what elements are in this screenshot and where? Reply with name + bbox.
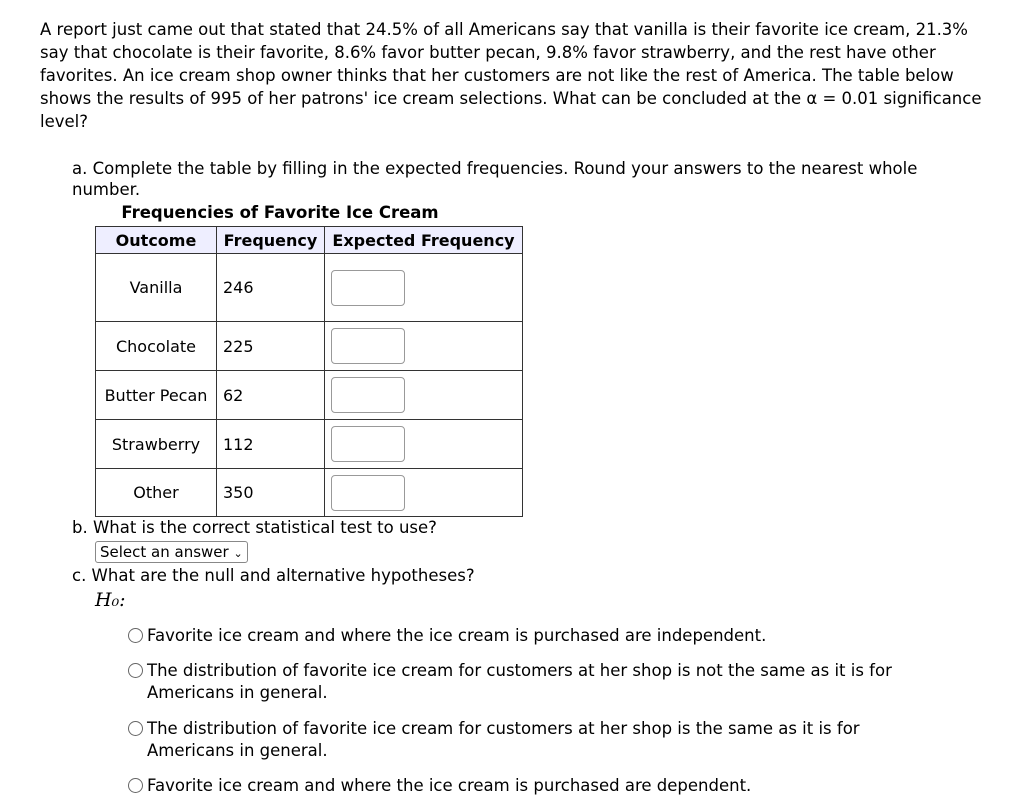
h0-label: H₀: (95, 589, 126, 611)
expected-input-butter-pecan[interactable] (331, 377, 405, 413)
chevron-down-icon: ⌄ (233, 547, 243, 560)
expected-input-vanilla[interactable] (331, 270, 405, 306)
table-row (96, 371, 523, 420)
radio-button[interactable] (128, 778, 143, 793)
frequency-cell: 112 (217, 420, 325, 469)
table-row (96, 469, 523, 517)
option-text: Favorite ice cream and where the ice cream is purchased are dependent. (147, 776, 752, 795)
expected-input-strawberry[interactable] (331, 426, 405, 462)
h0-option-4[interactable] (128, 775, 948, 797)
table-row (96, 420, 523, 469)
table-row (96, 322, 523, 371)
outcome-cell: Other (96, 469, 217, 517)
outcome-cell: Chocolate (96, 322, 217, 371)
outcome-cell: Butter Pecan (96, 371, 217, 420)
h0-option-2[interactable] (128, 660, 948, 704)
option-text: The distribution of favorite ice cream for customers at her shop is not the same as it is for (147, 661, 892, 680)
h0-option-3[interactable] (128, 718, 948, 762)
frequency-table (95, 226, 523, 517)
h0-option-1[interactable] (128, 625, 948, 647)
option-text-cont: Americans in general. (147, 741, 328, 760)
option-text: Favorite ice cream and where the ice cream is purchased are independent. (147, 626, 767, 645)
problem-statement: A report just came out that stated that 24.5% of all Americans say that vanilla is their favorite ice cream, 21.3% say that chocolate is their favorite, 8.6% favor butter pecan, 9.8% favor strawberry, and the rest have other favorites. An ice cream shop owner thinks that her customers are not like the rest of America. The table below shows the results of 995 of her patrons' ice cream selections. What can be concluded at the α = 0.01 significance level? (40, 20, 982, 131)
table-caption: Frequencies of Favorite Ice Cream (121, 203, 439, 222)
option-text: The distribution of favorite ice cream for customers at her shop is the same as it is for (147, 719, 860, 738)
frequency-cell: 246 (217, 254, 325, 322)
radio-button[interactable] (128, 628, 143, 643)
option-text-cont: Americans in general. (147, 683, 328, 702)
test-select[interactable] (95, 541, 248, 563)
outcome-cell: Strawberry (96, 420, 217, 469)
table-row (96, 254, 523, 322)
part-b-question: b. What is the correct statistical test to use? (72, 518, 437, 537)
header-expected: Expected Frequency (325, 227, 523, 254)
expected-input-chocolate[interactable] (331, 328, 405, 364)
select-label: Select an answer (100, 543, 229, 561)
outcome-cell: Vanilla (96, 254, 217, 322)
frequency-cell: 350 (217, 469, 325, 517)
part-a-question: a. Complete the table by filling in the expected frequencies. Round your answers to the nearest whole number. (72, 159, 918, 199)
frequency-cell: 62 (217, 371, 325, 420)
part-c-question: c. What are the null and alternative hypotheses? (72, 566, 475, 585)
header-frequency: Frequency (217, 227, 325, 254)
header-outcome: Outcome (96, 227, 217, 254)
frequency-cell: 225 (217, 322, 325, 371)
radio-button[interactable] (128, 721, 143, 736)
expected-input-other[interactable] (331, 475, 405, 511)
radio-button[interactable] (128, 663, 143, 678)
